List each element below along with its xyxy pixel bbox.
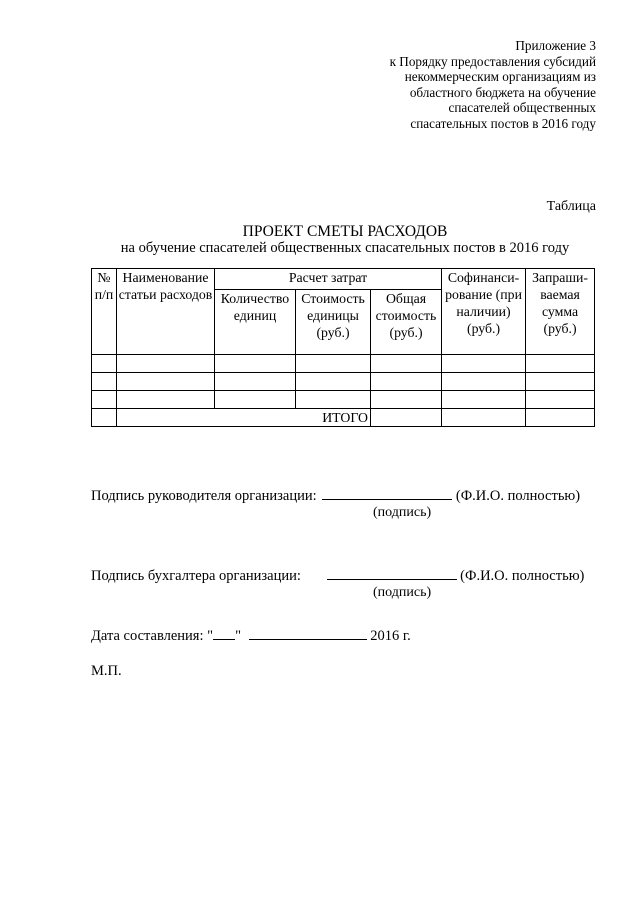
total-row	[92, 409, 595, 427]
document-subtitle: на обучение спасателей общественных спасательных постов в 2016 году	[120, 240, 570, 256]
table-cell[interactable]	[371, 355, 442, 373]
date-quote-open: "	[207, 628, 214, 644]
table-cell[interactable]	[526, 355, 595, 373]
table-cell[interactable]	[442, 355, 526, 373]
appendix-header	[336, 38, 596, 131]
total-cell[interactable]	[526, 409, 595, 427]
date-month-field[interactable]	[249, 626, 367, 640]
appendix-line: спасателей общественных	[448, 100, 596, 115]
head-fio-label: (Ф.И.О. полностью)	[455, 488, 581, 504]
table-cell[interactable]	[215, 391, 296, 409]
table-cell[interactable]	[442, 391, 526, 409]
appendix-line: спасательных постов в 2016 году	[410, 115, 596, 131]
table-cell[interactable]	[117, 391, 215, 409]
head-signature-line	[91, 486, 580, 505]
date-line	[91, 626, 411, 645]
header-quantity: Количество единиц	[215, 290, 296, 355]
table-cell[interactable]	[296, 355, 371, 373]
table-row	[92, 355, 595, 373]
table-cell[interactable]	[117, 355, 215, 373]
head-signature-label: Подпись руководителя организации:	[91, 488, 317, 504]
header-cost-calc: Расчет затрат	[215, 269, 442, 290]
header-total-cost: Общая стоимость (руб.)	[371, 290, 442, 355]
appendix-line: Приложение 3	[515, 38, 596, 53]
table-cell[interactable]	[526, 373, 595, 391]
total-label: ИТОГО	[117, 409, 371, 427]
date-quote-close: "	[235, 628, 241, 644]
head-signature-field[interactable]	[322, 486, 452, 500]
table-cell[interactable]	[92, 355, 117, 373]
accountant-signature-label: Подпись бухгалтера организации:	[91, 568, 301, 584]
appendix-line: областного бюджета на обучение	[409, 84, 596, 100]
accountant-signature-caption: (подпись)	[373, 585, 432, 600]
total-cell[interactable]	[371, 409, 442, 427]
header-unit-cost: Стоимость единицы (руб.)	[296, 290, 371, 355]
cost-estimate-table	[91, 268, 595, 427]
table-row	[92, 373, 595, 391]
table-cell[interactable]	[92, 373, 117, 391]
table-cell[interactable]	[92, 409, 117, 427]
table-cell[interactable]	[526, 391, 595, 409]
date-label: Дата составления:	[91, 628, 204, 644]
header-item-name: Наименование статьи расходов	[117, 269, 215, 355]
table-cell[interactable]	[92, 391, 117, 409]
table-cell[interactable]	[117, 373, 215, 391]
table-cell[interactable]	[371, 391, 442, 409]
header-num: № п/п	[92, 269, 117, 355]
table-cell[interactable]	[215, 355, 296, 373]
document-title: ПРОЕКТ СМЕТЫ РАСХОДОВ	[242, 223, 448, 240]
date-day-field[interactable]	[213, 626, 235, 640]
accountant-fio-label: (Ф.И.О. полностью)	[460, 568, 585, 584]
accountant-signature-field[interactable]	[327, 566, 457, 580]
table-row	[92, 391, 595, 409]
header-cofinancing: Софинанси-рование (при наличии) (руб.)	[442, 269, 526, 355]
date-year: 2016 г.	[370, 628, 411, 644]
head-signature-caption: (подпись)	[373, 505, 432, 520]
header-requested-amount: Запраши-ваемая сумма (руб.)	[526, 269, 595, 355]
appendix-line: к Порядку предоставления субсидий	[389, 53, 596, 69]
stamp-label: М.П.	[91, 663, 122, 679]
accountant-signature-line	[91, 566, 584, 585]
table-cell[interactable]	[371, 373, 442, 391]
table-cell[interactable]	[296, 391, 371, 409]
table-cell[interactable]	[296, 373, 371, 391]
total-cell[interactable]	[442, 409, 526, 427]
appendix-line: некоммерческим организациям из	[404, 69, 596, 84]
table-label: Таблица	[546, 199, 596, 214]
table-cell[interactable]	[215, 373, 296, 391]
table-cell[interactable]	[442, 373, 526, 391]
